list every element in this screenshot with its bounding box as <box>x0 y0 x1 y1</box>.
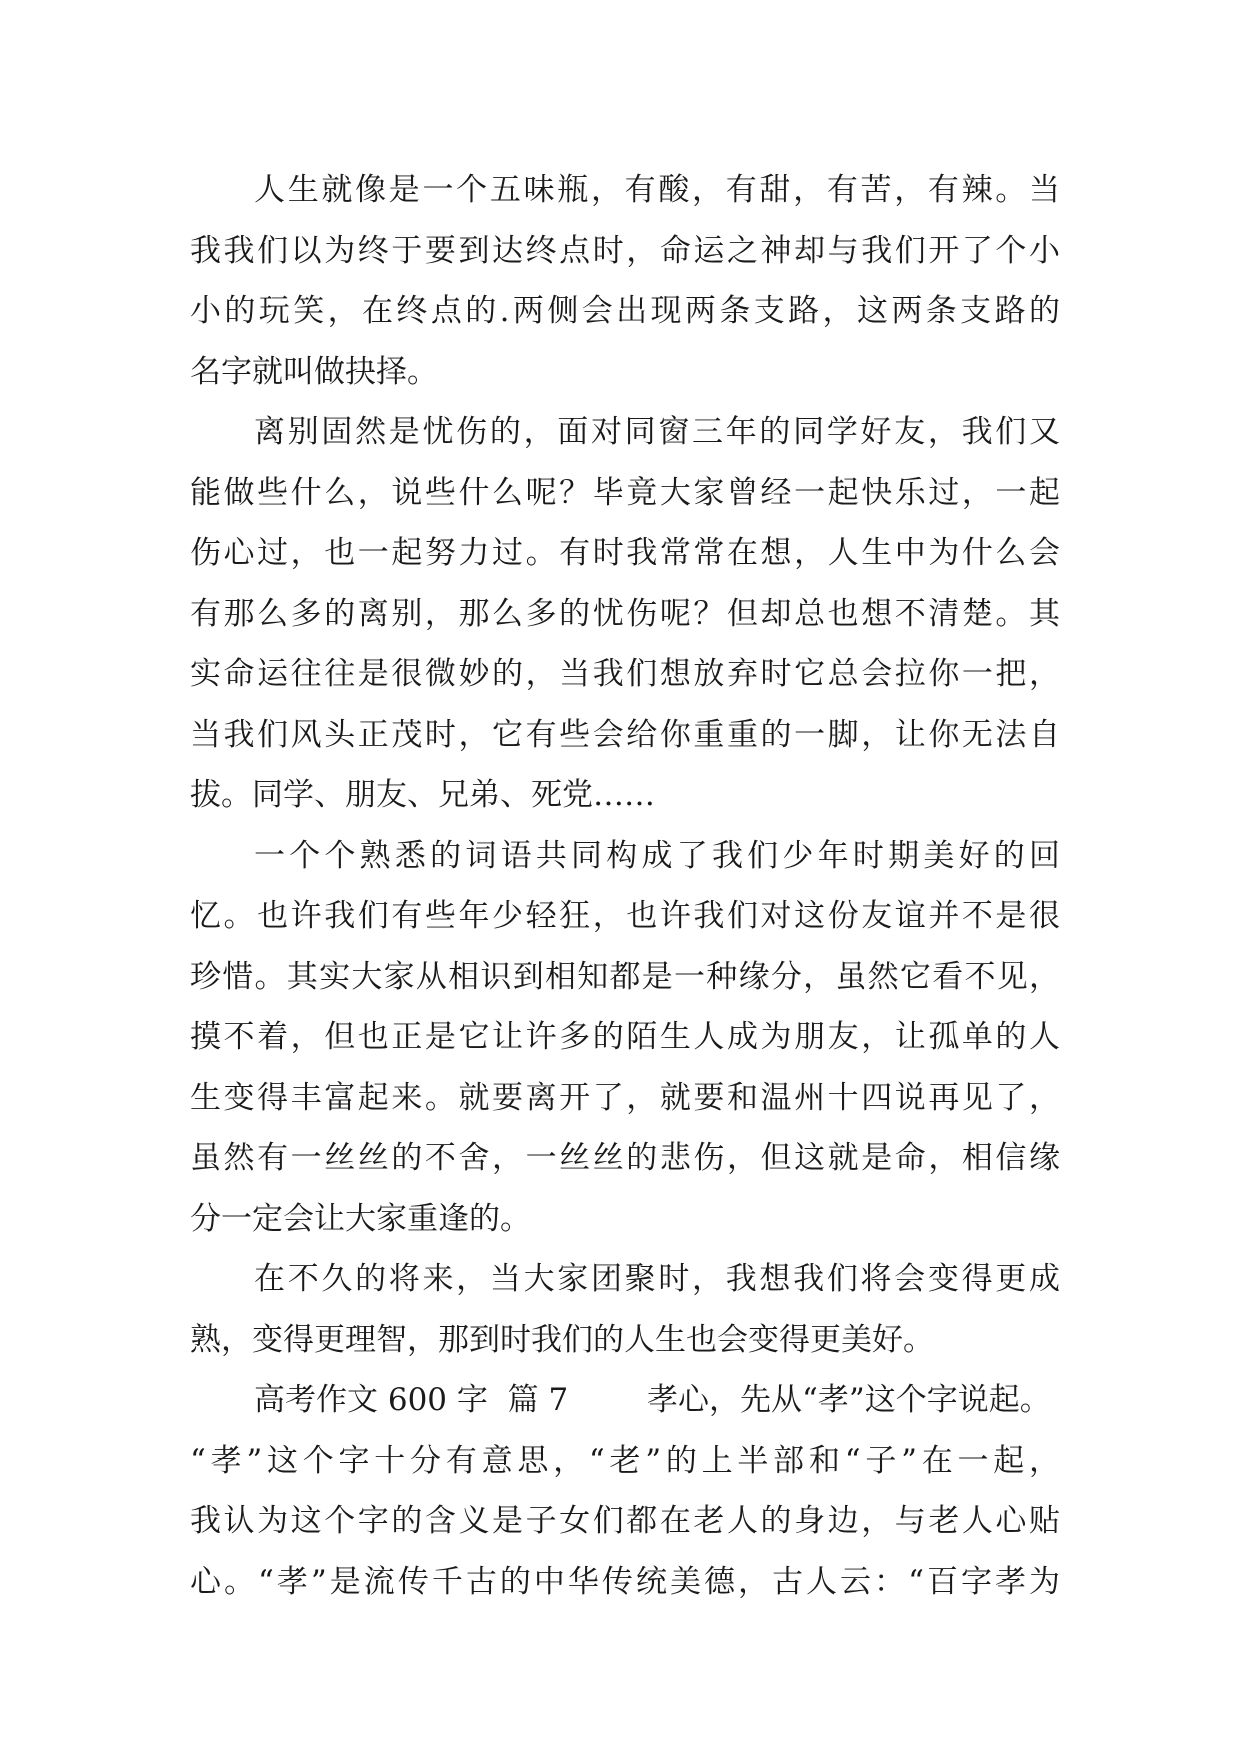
text-line: 心。“孝”是流传千古的中华传统美德，古人云：“百字孝为 <box>190 1563 1060 1600</box>
text-line: 生变得丰富起来。就要离开了，就要和温州十四说再见了， <box>190 1079 1060 1116</box>
text-line: 一个个熟悉的词语共同构成了我们少年时期美好的回 <box>254 837 1060 874</box>
document-body <box>190 160 1060 1612</box>
text-line: 分一定会让大家重逢的。 <box>190 1200 531 1237</box>
text-line: 有那么多的离别，那么多的忧伤呢？但却总也想不清楚。其 <box>190 595 1060 632</box>
text-line: 摸不着，但也正是它让许多的陌生人成为朋友，让孤单的人 <box>190 1019 1060 1055</box>
text-line: “孝”这个字十分有意思，“老”的上半部和“子”在一起， <box>190 1442 1060 1479</box>
text-line: 我我们以为终于要到达终点时，命运之神却与我们开了个小 <box>190 232 1060 269</box>
text-line: 我认为这个字的含义是子女们都在老人的身边，与老人心贴 <box>190 1503 1060 1539</box>
text-line: 伤心过，也一起努力过。有时我常常在想，人生中为什么会 <box>190 535 1060 571</box>
text-line: 能做些什么，说些什么呢？毕竟大家曾经一起快乐过，一起 <box>190 474 1060 511</box>
text-line: 当我们风头正茂时，它有些会给你重重的一脚，让你无法自 <box>190 716 1060 753</box>
text-line: 小的玩笑，在终点的.两侧会出现两条支路，这两条支路的 <box>190 293 1060 329</box>
text-line: 实命运往往是很微妙的，当我们想放弃时它总会拉你一把， <box>190 656 1060 692</box>
text-line: 虽然有一丝丝的不舍，一丝丝的悲伤，但这就是命，相信缘 <box>190 1140 1060 1176</box>
text-line: 名字就叫做抉择。 <box>190 353 438 390</box>
text-line: 熟，变得更理智，那到时我们的人生也会变得更美好。 <box>190 1321 934 1358</box>
section-heading-line: 高考作文 600 字 篇 7 孝心，先从“孝”这个字说起。 <box>254 1382 1051 1418</box>
text-line: 珍惜。其实大家从相识到相知都是一种缘分，虽然它看不见， <box>190 958 1060 995</box>
text-line: 人生就像是一个五味瓶，有酸，有甜，有苦，有辣。当 <box>254 172 1060 208</box>
text-line: 离别固然是忧伤的，面对同窗三年的同学好友，我们又 <box>254 414 1060 450</box>
text-line: 忆。也许我们有些年少轻狂，也许我们对这份友谊并不是很 <box>190 898 1060 934</box>
text-line: 拔。同学、朋友、兄弟、死党…… <box>190 777 655 813</box>
text-line: 在不久的将来，当大家团聚时，我想我们将会变得更成 <box>254 1261 1060 1297</box>
